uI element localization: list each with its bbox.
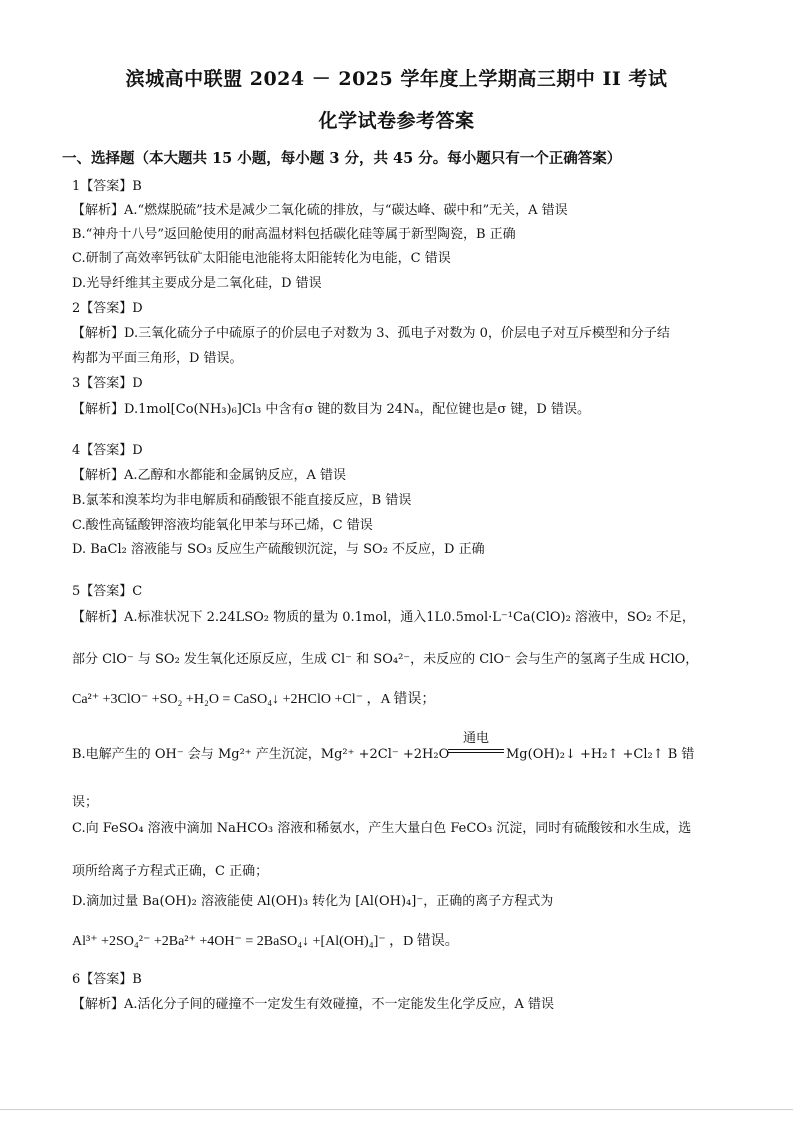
q5-equation-d: Al³⁺ +2SO₄²⁻ +2Ba²⁺ +4OH⁻ = 2BaSO₄↓ +[Al(OH)₄]⁻ ，D 错误。 [72,934,459,949]
title-line-2: 化学试卷参考答案 [318,110,475,132]
q3-line: 【解析】D.1mol[Co(NH₃)₆]Cl₃ 中含有σ 键的数目为 24Nₐ，配位键也是σ 键，D 错误。 [72,402,590,417]
section-title: 一、选择题（本大题共 15 小题，每小题 3 分，共 45 分。每小题只有一个正确答案） [62,150,622,167]
q5-line-d1: D.滴加过量 Ba(OH)₂ 溶液能使 Al(OH)₃ 转化为 [Al(OH)₄]⁻，正确的离子方程式为 [72,894,554,909]
electrolysis-arrow [448,727,504,753]
q5-answer: 5【答案】C [72,584,143,599]
q1-line-2: B.“神舟十八号”返回舱使用的耐高温材料包括碳化硅等属于新型陶瓷，B 正确 [72,227,516,242]
title-line-1: 滨城高中联盟 2024 － 2025 学年度上学期高三期中 II 考试 [125,68,668,90]
q5-line-b-prefix: B.电解产生的 OH⁻ 会与 Mg²⁺ 产生沉淀，Mg²⁺ +2Cl⁻ +2H₂O [72,747,450,762]
q5-line-c1: C.向 FeSO₄ 溶液中滴加 NaHCO₃ 溶液和稀氨水，产生大量白色 FeCO₃ 沉淀，同时有硫酸铵和水生成，选 [72,821,692,836]
q4-answer: 4【答案】D [72,443,143,458]
q2-line-1: 【解析】D.三氧化硫分子中硫原子的价层电子对数为 3、孤电子对数为 0，价层电子对互斥模型和分子结 [72,326,670,341]
q1-line-1: 【解析】A.“燃煤脱硫”技术是减少二氧化硫的排放，与“碳达峰、碳中和”无关，A 错误 [72,203,568,218]
q3-answer: 3【答案】D [72,376,143,391]
q4-line-1: 【解析】A.乙醇和水都能和金属钠反应，A 错误 [72,468,347,483]
q1-answer: 1【答案】B [72,179,142,194]
q1-line-3: C.研制了高效率钙钛矿太阳能电池能将太阳能转化为电能，C 错误 [72,251,451,266]
q4-line-3: C.酸性高锰酸钾溶液均能氧化甲苯与环己烯，C 错误 [72,518,373,533]
q4-line-4: D. BaCl₂ 溶液能与 SO₃ 反应生产硫酸钡沉淀，与 SO₂ 不反应，D 正确 [72,542,485,557]
q2-line-2: 构都为平面三角形，D 错误。 [72,351,243,366]
q5-line-b2: 误； [72,795,99,810]
q5-line-a2: 部分 ClO⁻ 与 SO₂ 发生氧化还原反应，生成 Cl⁻ 和 SO₄²⁻，未反应的 ClO⁻ 会与生产的氢离子生成 HClO， [72,652,699,667]
electrolysis-label: 通电 [462,731,489,746]
q5-line-c2: 项所给离子方程式正确，C 正确； [72,864,269,879]
page-bottom-rule [0,1109,793,1110]
q1-line-4: D.光导纤维其主要成分是二氧化硅，D 错误 [72,276,322,291]
equals-double-line [448,749,504,753]
q6-line: 【解析】A.活化分子间的碰撞不一定发生有效碰撞，不一定能发生化学反应，A 错误 [72,997,555,1012]
q4-line-2: B.氯苯和溴苯均为非电解质和硝酸银不能直接反应，B 错误 [72,493,412,508]
q5-equation-a: Ca²⁺ +3ClO⁻ +SO₂ +H₂O = CaSO₄↓ +2HClO +Cl⁻ ，A 错误； [72,692,436,707]
q5-line-b-suffix: Mg(OH)₂↓ +H₂↑ +Cl₂↑ B 错 [506,747,695,762]
q2-answer: 2【答案】D [72,301,143,316]
q6-answer: 6【答案】B [72,972,142,987]
q5-line-a1: 【解析】A.标准状况下 2.24LSO₂ 物质的量为 0.1mol，通入1L0.5mol·L⁻¹Ca(ClO)₂ 溶液中，SO₂ 不足， [72,610,695,625]
